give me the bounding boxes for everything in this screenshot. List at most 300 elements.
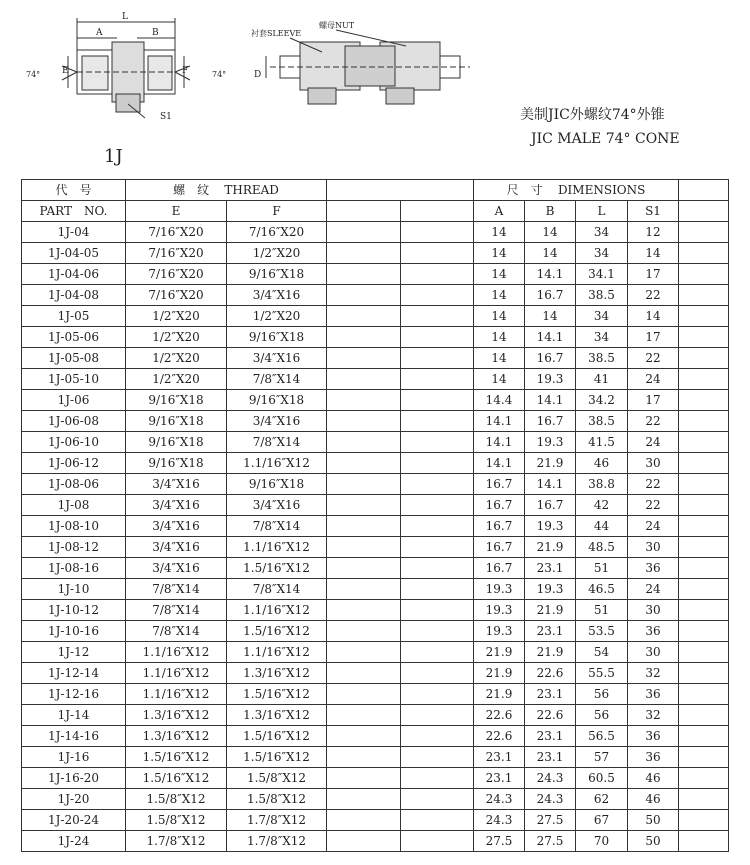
dim-l-cell: 55.5 bbox=[576, 663, 628, 684]
thread-f-cell: 1.5/16″X12 bbox=[227, 747, 327, 768]
thread-f-cell: 7/8″X14 bbox=[227, 579, 327, 600]
table-row bbox=[22, 768, 729, 789]
dim-l-cell: 34 bbox=[576, 243, 628, 264]
empty-cell bbox=[401, 747, 474, 768]
header-F: F bbox=[227, 201, 327, 222]
dim-b-cell: 14.1 bbox=[525, 390, 576, 411]
dim-s1-cell: 36 bbox=[628, 726, 679, 747]
dim-l-cell: 38.8 bbox=[576, 474, 628, 495]
title-english: JIC MALE 74° CONE bbox=[531, 131, 680, 147]
thread-e-cell: 7/8″X14 bbox=[126, 600, 227, 621]
thread-f-cell: 1.1/16″X12 bbox=[227, 537, 327, 558]
thread-f-cell: 1.1/16″X12 bbox=[227, 642, 327, 663]
empty-cell bbox=[327, 810, 401, 831]
dim-label-F: F bbox=[182, 66, 189, 76]
dim-a-cell: 14 bbox=[474, 243, 525, 264]
empty-cell bbox=[327, 747, 401, 768]
empty-cell bbox=[401, 222, 474, 243]
dim-b-cell: 23.1 bbox=[525, 621, 576, 642]
empty-cell bbox=[327, 558, 401, 579]
table-body bbox=[22, 222, 729, 852]
dim-s1-cell: 24 bbox=[628, 516, 679, 537]
thread-e-cell: 1/2″X20 bbox=[126, 327, 227, 348]
dim-a-cell: 23.1 bbox=[474, 768, 525, 789]
dim-l-cell: 51 bbox=[576, 600, 628, 621]
dim-l-cell: 38.5 bbox=[576, 411, 628, 432]
table-row bbox=[22, 285, 729, 306]
empty-cell bbox=[401, 264, 474, 285]
dim-b-cell: 19.3 bbox=[525, 516, 576, 537]
table-row bbox=[22, 495, 729, 516]
dim-a-cell: 16.7 bbox=[474, 474, 525, 495]
empty-cell bbox=[679, 747, 729, 768]
thread-e-cell: 1/2″X20 bbox=[126, 369, 227, 390]
empty-cell bbox=[679, 369, 729, 390]
empty-cell bbox=[401, 369, 474, 390]
dim-l-cell: 41 bbox=[576, 369, 628, 390]
dim-l-cell: 60.5 bbox=[576, 768, 628, 789]
empty-cell bbox=[327, 474, 401, 495]
dim-l-cell: 56 bbox=[576, 684, 628, 705]
empty-cell bbox=[401, 243, 474, 264]
thread-f-cell: 7/16″X20 bbox=[227, 222, 327, 243]
thread-e-cell: 3/4″X16 bbox=[126, 537, 227, 558]
empty-cell bbox=[679, 789, 729, 810]
part-no-cell: 1J-08 bbox=[22, 495, 126, 516]
empty-cell bbox=[327, 663, 401, 684]
part-no-cell: 1J-20-24 bbox=[22, 810, 126, 831]
dim-l-cell: 46.5 bbox=[576, 579, 628, 600]
empty-cell bbox=[401, 285, 474, 306]
thread-e-cell: 1.5/8″X12 bbox=[126, 810, 227, 831]
table-row bbox=[22, 327, 729, 348]
dim-a-cell: 22.6 bbox=[474, 705, 525, 726]
dim-l-cell: 56 bbox=[576, 705, 628, 726]
empty-cell bbox=[327, 684, 401, 705]
table-row bbox=[22, 453, 729, 474]
empty-cell bbox=[327, 768, 401, 789]
part-no-cell: 1J-10-12 bbox=[22, 600, 126, 621]
dim-label-B: B bbox=[152, 28, 159, 38]
thread-e-cell: 1.5/8″X12 bbox=[126, 789, 227, 810]
part-no-cell: 1J-10-16 bbox=[22, 621, 126, 642]
part-no-cell: 1J-08-12 bbox=[22, 537, 126, 558]
thread-f-cell: 1/2″X20 bbox=[227, 306, 327, 327]
thread-f-cell: 1.3/16″X12 bbox=[227, 705, 327, 726]
dim-b-cell: 19.3 bbox=[525, 432, 576, 453]
part-no-cell: 1J-06-12 bbox=[22, 453, 126, 474]
dim-l-cell: 34 bbox=[576, 222, 628, 243]
empty-cell bbox=[679, 243, 729, 264]
dim-s1-cell: 22 bbox=[628, 411, 679, 432]
table-row bbox=[22, 831, 729, 852]
thread-e-cell: 9/16″X18 bbox=[126, 453, 227, 474]
header-L: L bbox=[576, 201, 628, 222]
empty-cell bbox=[327, 306, 401, 327]
part-no-cell: 1J-04 bbox=[22, 222, 126, 243]
dim-s1-cell: 46 bbox=[628, 789, 679, 810]
dim-s1-cell: 30 bbox=[628, 537, 679, 558]
dim-l-cell: 70 bbox=[576, 831, 628, 852]
thread-e-cell: 3/4″X16 bbox=[126, 516, 227, 537]
thread-e-cell: 1.3/16″X12 bbox=[126, 705, 227, 726]
empty-cell bbox=[327, 516, 401, 537]
thread-e-cell: 1.5/16″X12 bbox=[126, 768, 227, 789]
dim-a-cell: 14.4 bbox=[474, 390, 525, 411]
empty-cell bbox=[327, 726, 401, 747]
dim-s1-cell: 22 bbox=[628, 348, 679, 369]
dim-b-cell: 27.5 bbox=[525, 810, 576, 831]
empty-cell bbox=[679, 831, 729, 852]
dim-s1-cell: 32 bbox=[628, 705, 679, 726]
part-no-cell: 1J-16-20 bbox=[22, 768, 126, 789]
empty-cell bbox=[401, 831, 474, 852]
empty-cell bbox=[401, 327, 474, 348]
dim-s1-cell: 36 bbox=[628, 684, 679, 705]
dim-s1-cell: 24 bbox=[628, 579, 679, 600]
part-no-cell: 1J-14-16 bbox=[22, 726, 126, 747]
table-row bbox=[22, 747, 729, 768]
dim-label-D: D bbox=[254, 70, 262, 80]
dim-a-cell: 19.3 bbox=[474, 579, 525, 600]
dim-l-cell: 41.5 bbox=[576, 432, 628, 453]
table-row bbox=[22, 411, 729, 432]
empty-cell bbox=[327, 327, 401, 348]
nut-label: 螺母NUT bbox=[319, 21, 355, 30]
empty-cell bbox=[679, 348, 729, 369]
empty-cell bbox=[679, 453, 729, 474]
dim-a-cell: 19.3 bbox=[474, 621, 525, 642]
dim-b-cell: 14 bbox=[525, 306, 576, 327]
dim-l-cell: 54 bbox=[576, 642, 628, 663]
dim-b-cell: 21.9 bbox=[525, 537, 576, 558]
part-no-cell: 1J-14 bbox=[22, 705, 126, 726]
dim-a-cell: 14.1 bbox=[474, 411, 525, 432]
dim-label-E: E bbox=[62, 66, 69, 76]
empty-cell bbox=[401, 537, 474, 558]
dim-a-cell: 16.7 bbox=[474, 516, 525, 537]
table-row bbox=[22, 306, 729, 327]
dim-b-cell: 22.6 bbox=[525, 705, 576, 726]
part-no-cell: 1J-12-14 bbox=[22, 663, 126, 684]
empty-cell bbox=[679, 264, 729, 285]
dim-s1-cell: 30 bbox=[628, 453, 679, 474]
dim-a-cell: 27.5 bbox=[474, 831, 525, 852]
dim-b-cell: 21.9 bbox=[525, 642, 576, 663]
dim-s1-cell: 17 bbox=[628, 327, 679, 348]
dim-l-cell: 34 bbox=[576, 327, 628, 348]
dim-l-cell: 44 bbox=[576, 516, 628, 537]
empty-cell bbox=[679, 474, 729, 495]
empty-cell bbox=[327, 705, 401, 726]
angle-left-label: 74° bbox=[26, 70, 41, 79]
dim-s1-cell: 17 bbox=[628, 264, 679, 285]
dim-s1-cell: 24 bbox=[628, 369, 679, 390]
part-no-cell: 1J-05-08 bbox=[22, 348, 126, 369]
empty-cell bbox=[401, 558, 474, 579]
dim-b-cell: 16.7 bbox=[525, 285, 576, 306]
empty-cell bbox=[679, 642, 729, 663]
dim-a-cell: 14 bbox=[474, 306, 525, 327]
table-row bbox=[22, 579, 729, 600]
table-row bbox=[22, 243, 729, 264]
dim-a-cell: 19.3 bbox=[474, 600, 525, 621]
dim-l-cell: 51 bbox=[576, 558, 628, 579]
dim-l-cell: 38.5 bbox=[576, 285, 628, 306]
dim-b-cell: 16.7 bbox=[525, 495, 576, 516]
empty-cell bbox=[679, 726, 729, 747]
table-row bbox=[22, 621, 729, 642]
table-row bbox=[22, 474, 729, 495]
dim-b-cell: 19.3 bbox=[525, 369, 576, 390]
dim-s1-cell: 32 bbox=[628, 663, 679, 684]
dim-b-cell: 24.3 bbox=[525, 768, 576, 789]
thread-e-cell: 3/4″X16 bbox=[126, 495, 227, 516]
empty-cell bbox=[679, 390, 729, 411]
model-code: 1J bbox=[104, 146, 123, 167]
header-code-cn: 代 号 bbox=[22, 180, 126, 201]
empty-cell bbox=[327, 453, 401, 474]
empty-cell bbox=[401, 600, 474, 621]
table-row bbox=[22, 789, 729, 810]
empty-cell bbox=[679, 516, 729, 537]
header-row-2 bbox=[22, 201, 729, 222]
thread-e-cell: 1/2″X20 bbox=[126, 348, 227, 369]
part-no-cell: 1J-04-05 bbox=[22, 243, 126, 264]
dim-s1-cell: 17 bbox=[628, 390, 679, 411]
table-row bbox=[22, 726, 729, 747]
thread-f-cell: 7/8″X14 bbox=[227, 432, 327, 453]
table-row bbox=[22, 516, 729, 537]
table-row bbox=[22, 663, 729, 684]
thread-e-cell: 1.1/16″X12 bbox=[126, 684, 227, 705]
thread-f-cell: 1.3/16″X12 bbox=[227, 663, 327, 684]
dim-s1-cell: 36 bbox=[628, 747, 679, 768]
empty-cell bbox=[401, 495, 474, 516]
empty-cell bbox=[327, 222, 401, 243]
header-row-1 bbox=[22, 180, 729, 201]
dim-a-cell: 14 bbox=[474, 285, 525, 306]
table-row bbox=[22, 264, 729, 285]
dim-b-cell: 14.1 bbox=[525, 264, 576, 285]
empty-cell bbox=[327, 537, 401, 558]
empty-cell bbox=[401, 663, 474, 684]
dim-b-cell: 24.3 bbox=[525, 789, 576, 810]
empty-cell bbox=[327, 642, 401, 663]
thread-f-cell: 3/4″X16 bbox=[227, 495, 327, 516]
sleeve-label: 衬套SLEEVE bbox=[251, 29, 302, 38]
empty-cell bbox=[679, 810, 729, 831]
dim-s1-cell: 12 bbox=[628, 222, 679, 243]
spec-table bbox=[21, 179, 729, 852]
table-row bbox=[22, 369, 729, 390]
thread-f-cell: 7/8″X14 bbox=[227, 516, 327, 537]
dim-l-cell: 53.5 bbox=[576, 621, 628, 642]
thread-f-cell: 9/16″X18 bbox=[227, 390, 327, 411]
dim-l-cell: 34 bbox=[576, 306, 628, 327]
header-A: A bbox=[474, 201, 525, 222]
thread-f-cell: 1.7/8″X12 bbox=[227, 831, 327, 852]
empty-cell bbox=[401, 579, 474, 600]
thread-f-cell: 1.1/16″X12 bbox=[227, 453, 327, 474]
empty-cell bbox=[679, 705, 729, 726]
thread-f-cell: 1.1/16″X12 bbox=[227, 600, 327, 621]
header-S1: S1 bbox=[628, 201, 679, 222]
empty-cell bbox=[327, 369, 401, 390]
dim-a-cell: 22.6 bbox=[474, 726, 525, 747]
empty-cell bbox=[401, 432, 474, 453]
part-no-cell: 1J-08-06 bbox=[22, 474, 126, 495]
thread-e-cell: 7/16″X20 bbox=[126, 222, 227, 243]
empty-cell bbox=[679, 684, 729, 705]
empty-cell bbox=[679, 768, 729, 789]
empty-cell bbox=[327, 243, 401, 264]
header-dimensions: 尺 寸 DIMENSIONS bbox=[474, 180, 679, 201]
thread-e-cell: 1.1/16″X12 bbox=[126, 642, 227, 663]
empty-cell bbox=[327, 579, 401, 600]
part-no-cell: 1J-06-10 bbox=[22, 432, 126, 453]
dim-s1-cell: 36 bbox=[628, 558, 679, 579]
empty-cell bbox=[679, 663, 729, 684]
empty-cell bbox=[327, 600, 401, 621]
dim-s1-cell: 50 bbox=[628, 831, 679, 852]
thread-e-cell: 9/16″X18 bbox=[126, 390, 227, 411]
part-no-cell: 1J-05 bbox=[22, 306, 126, 327]
part-no-cell: 1J-16 bbox=[22, 747, 126, 768]
part-no-cell: 1J-12-16 bbox=[22, 684, 126, 705]
thread-e-cell: 7/16″X20 bbox=[126, 264, 227, 285]
table-row bbox=[22, 600, 729, 621]
part-no-cell: 1J-05-06 bbox=[22, 327, 126, 348]
dim-s1-cell: 14 bbox=[628, 243, 679, 264]
table-row bbox=[22, 390, 729, 411]
empty-cell bbox=[679, 327, 729, 348]
dim-b-cell: 23.1 bbox=[525, 726, 576, 747]
thread-e-cell: 1.7/8″X12 bbox=[126, 831, 227, 852]
empty-cell bbox=[679, 600, 729, 621]
dim-l-cell: 67 bbox=[576, 810, 628, 831]
thread-f-cell: 3/4″X16 bbox=[227, 285, 327, 306]
part-no-cell: 1J-06 bbox=[22, 390, 126, 411]
thread-e-cell: 1.1/16″X12 bbox=[126, 663, 227, 684]
part-no-cell: 1J-06-08 bbox=[22, 411, 126, 432]
dim-a-cell: 14 bbox=[474, 264, 525, 285]
empty-cell bbox=[679, 222, 729, 243]
table-row bbox=[22, 348, 729, 369]
dim-s1-cell: 50 bbox=[628, 810, 679, 831]
dim-s1-cell: 36 bbox=[628, 621, 679, 642]
empty-cell bbox=[327, 348, 401, 369]
dim-a-cell: 16.7 bbox=[474, 558, 525, 579]
empty-cell bbox=[401, 306, 474, 327]
empty-cell bbox=[401, 348, 474, 369]
empty-cell bbox=[401, 474, 474, 495]
header-E: E bbox=[126, 201, 227, 222]
empty-cell bbox=[679, 432, 729, 453]
thread-e-cell: 7/8″X14 bbox=[126, 579, 227, 600]
empty-cell bbox=[401, 621, 474, 642]
thread-e-cell: 3/4″X16 bbox=[126, 474, 227, 495]
thread-f-cell: 1/2″X20 bbox=[227, 243, 327, 264]
empty-cell bbox=[679, 621, 729, 642]
empty-cell bbox=[401, 726, 474, 747]
part-no-cell: 1J-20 bbox=[22, 789, 126, 810]
table-row bbox=[22, 684, 729, 705]
empty-cell bbox=[401, 390, 474, 411]
dim-b-cell: 21.9 bbox=[525, 453, 576, 474]
dim-a-cell: 21.9 bbox=[474, 684, 525, 705]
thread-e-cell: 1.5/16″X12 bbox=[126, 747, 227, 768]
thread-f-cell: 1.5/16″X12 bbox=[227, 621, 327, 642]
dim-b-cell: 16.7 bbox=[525, 411, 576, 432]
empty-cell bbox=[679, 285, 729, 306]
empty-cell bbox=[679, 579, 729, 600]
thread-f-cell: 9/16″X18 bbox=[227, 474, 327, 495]
dim-b-cell: 14.1 bbox=[525, 327, 576, 348]
dim-label-L: L bbox=[122, 12, 128, 22]
part-no-cell: 1J-24 bbox=[22, 831, 126, 852]
thread-e-cell: 7/16″X20 bbox=[126, 285, 227, 306]
empty-cell bbox=[327, 621, 401, 642]
empty-cell bbox=[401, 705, 474, 726]
empty-cell bbox=[401, 453, 474, 474]
part-no-cell: 1J-10 bbox=[22, 579, 126, 600]
empty-cell bbox=[401, 768, 474, 789]
header-blank bbox=[327, 180, 474, 201]
dim-a-cell: 24.3 bbox=[474, 810, 525, 831]
dim-b-cell: 22.6 bbox=[525, 663, 576, 684]
dim-label-S1: S1 bbox=[160, 112, 172, 122]
dim-a-cell: 23.1 bbox=[474, 747, 525, 768]
empty-cell bbox=[401, 516, 474, 537]
table-row bbox=[22, 432, 729, 453]
dim-b-cell: 14 bbox=[525, 243, 576, 264]
dim-l-cell: 34.1 bbox=[576, 264, 628, 285]
dim-s1-cell: 22 bbox=[628, 285, 679, 306]
table-row bbox=[22, 222, 729, 243]
dim-a-cell: 14.1 bbox=[474, 453, 525, 474]
thread-f-cell: 1.5/16″X12 bbox=[227, 726, 327, 747]
empty-cell bbox=[679, 306, 729, 327]
empty-cell bbox=[401, 789, 474, 810]
thread-f-cell: 3/4″X16 bbox=[227, 411, 327, 432]
thread-f-cell: 1.5/16″X12 bbox=[227, 558, 327, 579]
empty-cell bbox=[327, 390, 401, 411]
thread-f-cell: 9/16″X18 bbox=[227, 264, 327, 285]
dim-l-cell: 38.5 bbox=[576, 348, 628, 369]
dim-a-cell: 21.9 bbox=[474, 642, 525, 663]
dim-a-cell: 16.7 bbox=[474, 495, 525, 516]
dim-l-cell: 56.5 bbox=[576, 726, 628, 747]
dim-a-cell: 14 bbox=[474, 327, 525, 348]
empty-cell bbox=[401, 810, 474, 831]
dim-b-cell: 21.9 bbox=[525, 600, 576, 621]
table-row bbox=[22, 537, 729, 558]
dim-s1-cell: 22 bbox=[628, 474, 679, 495]
dim-b-cell: 23.1 bbox=[525, 558, 576, 579]
empty-cell bbox=[401, 642, 474, 663]
dim-a-cell: 14.1 bbox=[474, 432, 525, 453]
title-chinese: 美制JIC外螺纹74°外锥 bbox=[520, 107, 665, 123]
empty-cell bbox=[679, 558, 729, 579]
header-part-no: PART NO. bbox=[22, 201, 126, 222]
empty-cell bbox=[327, 432, 401, 453]
thread-e-cell: 7/8″X14 bbox=[126, 621, 227, 642]
dim-l-cell: 57 bbox=[576, 747, 628, 768]
dim-b-cell: 19.3 bbox=[525, 579, 576, 600]
part-no-cell: 1J-08-16 bbox=[22, 558, 126, 579]
thread-f-cell: 1.5/8″X12 bbox=[227, 789, 327, 810]
